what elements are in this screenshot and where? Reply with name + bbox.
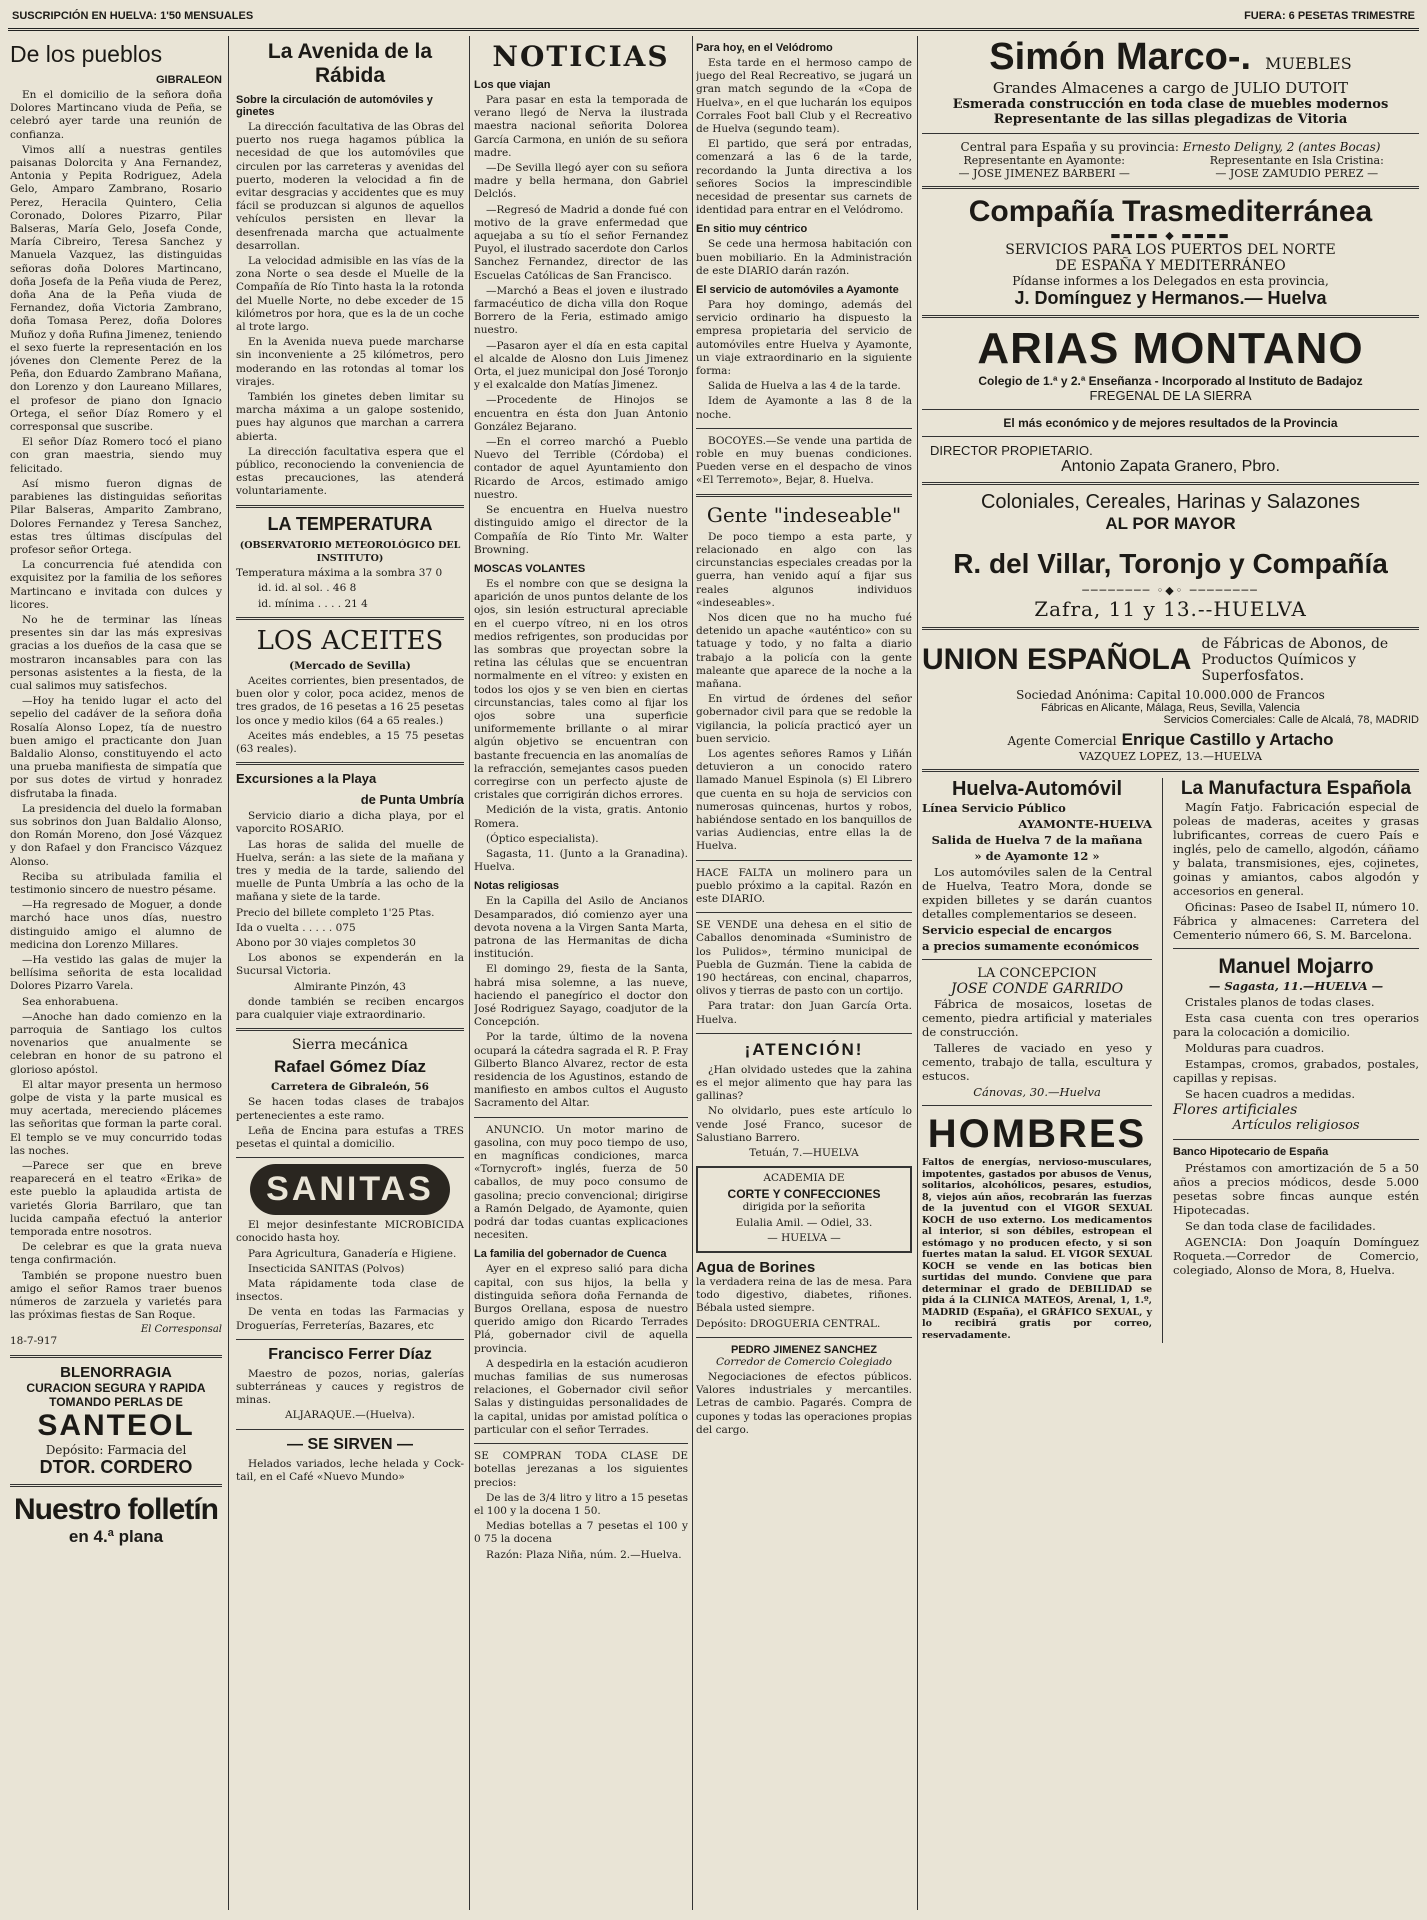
paragraph: El altar mayor presenta un hermoso golpe de vista y la parte musical es muy acertada, mereciendo plácemes las señoritas que forman la parte coral. El templo se ve muy concurrido todas las noches. <box>10 1078 222 1157</box>
ad-line: Depósito: Farmacia del <box>45 1442 187 1457</box>
paragraph: Magín Fatjo. Fabricación especial de poleas de maderas, aceites y grasas lubrificantes, correas de cuero País e inglés, pelo de camello, algodón, cáñamo y balata, transmisiones, ejes, cojinetes, goinas y amiantos, cabos algodón y accesorios en general. <box>1173 800 1419 898</box>
paragraph: —Ha regresado de Moguer, a donde marchó hace unos días, nuestro distinguido amigo el alumno de medicina don Lorenzo Millares. <box>10 899 222 951</box>
ad-line: CORTE Y CONFECCIONES <box>727 1187 881 1202</box>
paragraph: Molduras para cuadros. <box>1185 1041 1325 1055</box>
paragraph: Para pasar en esta la temporada de verano llegó de Nerva la ilustrada maestra nacional señorita Dolorea García Carmona, en unión de su señora madre. <box>474 94 688 159</box>
column-rule <box>469 36 470 1910</box>
sierra-address: Carretera de Gibraleón, 56 <box>271 1081 429 1094</box>
ad-line: — HUELVA — <box>767 1231 841 1244</box>
ad-line: en 4.ª plana <box>68 1526 164 1546</box>
ad-union-espanola <box>922 636 1419 763</box>
subheading: MOSCAS VOLANTES <box>474 562 586 575</box>
paragraph: También los ginetes deben limitar su marcha máxima a un galope sostenido, pues hay algunos que marchan a carrera abierta. <box>236 391 464 443</box>
paragraph: Vimos allí a nuestras gentiles paisanas Dolorcita y Ana Fernandez, Antonia y Pepita Rodriguez, Adela Gelo, Amparo Zambrano, Rosario Perez, Heracila Quintero, Celia Coronado, Dolores Pizarro, Pilar Balseras, María Gelo, Josefa Conde, María Cibreiro, Teresa Sanchez y Manuela Vazquez, las distinguidas señoras doña Dolores Martincano, doña Josefa de la Peña viuda de Perez, doña Ana de la Peña viuda de Fernandez, doña Victoria Zambrano, doña Tomasa Perez, doña Dolores Muñoz y doña Rufina Jimenez, teniendo el sexo fuerte la representación en los jóvenes don Clemente Perez de la Peña, don Eduardo Zambrano Mañana, don Lorenzo y don Laureano Millares, el profesor de piano don Ignacio Ortega, el señor Díaz Romero y el corresponsal que suscribe. <box>10 143 222 434</box>
ad-line: Flores artificiales <box>1173 1102 1298 1118</box>
paragraph: También se propone nuestro buen amigo el señor Ramos traer buenos números de zarzuela y varietés para las próximas fiestas de San Roque. <box>10 1269 222 1322</box>
paragraph: Medición de la vista, gratis. Antonio Romera. <box>474 804 688 830</box>
divider <box>696 912 912 913</box>
paragraph: Los automóviles salen de la Central de Huelva, Teatro Mora, donde se expiden billetes y se darán cuantos detalles complementarios se deseen. <box>922 865 1152 921</box>
paragraph: La dirección facultativa espera que el público, reconociendo la conveniencia de estas precauciones, las atenderá voluntariamente. <box>236 445 464 498</box>
ad-line: Banco Hipotecario de España <box>1173 1146 1329 1158</box>
atencion-title: ¡ATENCIÓN! <box>744 1039 864 1059</box>
temperature-row: id. id. al sol. . 46 8 <box>258 582 357 595</box>
divider <box>922 1105 1152 1106</box>
column-rule <box>1162 778 1163 1343</box>
paragraph: Tetuán, 7.—HUELVA <box>749 1147 859 1160</box>
paragraph: Precio del billete completo 1'25 Ptas. <box>236 906 435 919</box>
ad-santeol <box>10 1364 222 1478</box>
paragraph: Helados variados, leche helada y Cock-tail, en el Café «Nuevo Mundo» <box>236 1457 464 1483</box>
paragraph: Sagasta, 11. (Junto a la Granadina). Huelva. <box>474 847 688 874</box>
paragraph: Aceites más endebles, a 15 75 pesetas (63 reales). <box>236 729 464 755</box>
aceites-sub: (Mercado de Sevilla) <box>289 659 411 672</box>
header-right: FUERA: 6 PESETAS TRIMESTRE <box>1244 10 1415 22</box>
subheading: En sitio muy céntrico <box>696 223 808 236</box>
ad-line: FREGENAL DE LA SIERRA <box>1089 388 1252 403</box>
ornament: ──────── ◦◆◦ ──────── <box>1082 584 1259 597</box>
ad-line: Servicio especial de encargos <box>922 923 1112 937</box>
date: 18-7-917 <box>10 1335 58 1348</box>
paragraph: El señor Díaz Romero tocó el piano con gran maestria, siendo muy felicitado. <box>10 436 222 475</box>
ad-line: ACADEMIA DE <box>763 1172 845 1185</box>
pedro-name: PEDRO JIMENEZ SANCHEZ <box>730 1343 878 1356</box>
ad-trasmediterranea <box>922 195 1419 309</box>
temperature-title: LA TEMPERATURA <box>267 513 433 534</box>
divider <box>10 1355 222 1358</box>
divider <box>922 627 1419 630</box>
ad-folletin <box>10 1493 222 1547</box>
paragraph: SE COMPRAN TODA CLASE DE botellas jerezanas a los siguientes precios: <box>474 1450 688 1489</box>
ad-line: TOMANDO PERLAS DE <box>49 1394 183 1409</box>
paragraph: —De Sevilla llegó ayer con su señora madre y bella hermana, don Gabriel Delclós. <box>474 162 688 201</box>
playa-title: Excursiones a la Playa <box>236 771 377 787</box>
paragraph: Sea enhorabuena. <box>22 995 119 1008</box>
divider <box>10 1484 222 1487</box>
pueblos-body <box>10 89 222 1322</box>
paragraph: Se hacen cuadros a medidas. <box>1185 1087 1355 1101</box>
column-1 <box>10 36 222 1912</box>
ad-line: Ernesto Deligny, 2 (antes Bocas) <box>1182 140 1381 154</box>
paragraph: BOCOYES.—Se vende una partida de roble en muy buenas condiciones. Pueden verse en el despacho de vinos «El Terremoto», Bejar, 8. Huelva. <box>696 434 912 487</box>
paragraph: Insecticida SANITAS (Polvos) <box>248 1262 405 1275</box>
ad-line: AL POR MAYOR <box>1105 514 1236 533</box>
ad-line: » de Ayamonte 12 » <box>974 849 1100 863</box>
divider <box>696 1033 912 1034</box>
paragraph: Servicio diario a dicha playa, por el vaporcito ROSARIO. <box>236 810 464 836</box>
divider <box>696 860 912 861</box>
divider <box>696 1337 912 1338</box>
column-3 <box>474 36 688 1912</box>
temperature-sub: (OBSERVATORIO METEOROLÓGICO DEL INSTITUTO) <box>239 539 461 564</box>
subheading: Los que viajan <box>474 79 551 91</box>
ad-line: LA CONCEPCION <box>977 966 1097 981</box>
divider <box>474 1443 688 1444</box>
paragraph: Para hoy domingo, además del servicio ordinario ha dispuesto la empresa propietaria del servicio de automóviles entre Huelva y Ayamonte, un viaje extraordinario en la siguiente forma: <box>696 299 912 378</box>
ad-line: AYAMONTE-HUELVA <box>1018 817 1152 831</box>
sierra-title: Sierra mecánica <box>292 1037 408 1054</box>
divider <box>236 1028 464 1031</box>
paragraph: ¿Han olvidado ustedes que la zahina es el mejor alimento que hay para las gallinas? <box>696 1063 912 1103</box>
paragraph: Para tratar: don Juan García Orta. Huelva. <box>696 1000 912 1026</box>
ad-line: Antonio Zapata Granero, Pbro. <box>1061 458 1280 475</box>
paragraph: La concurrencia fué atendida con exquisitez por la familia de los señores Martincano e invitada con dulces y licores. <box>10 559 222 611</box>
paragraph: Ayer en el expreso salió para dicha capital, con sus hijos, la bella y distinguida señora doña Fernanda de Burgos Orellana, esposa de nuestro querido amigo don Ricardo Terrades Plá, gobernador civil de aquella provincia. <box>474 1263 688 1355</box>
paragraph: Por la tarde, último de la novena ocupará la cátedra sagrada el R. P. Fray Gilberto Blanco Alvarez, rector de esta residencia de los Agustinos, estando de manifiesto en ambos cultos el Augusto Sacramento del Altar. <box>474 1031 688 1110</box>
paragraph: —Hoy ha tenido lugar el acto del sepelio del cadáver de la señora doña Rosalía Alonso Lopez, tía de nuestro buen amigo el practicante don Juan Baldalio Alonso, constituyendo el acto una prueba manifiesta de simpatía que por sus dotes de virtud y honradez disfrutaba la finada. <box>10 695 222 800</box>
column-5-ads <box>922 36 1419 1912</box>
ad-line: Servicios Comerciales: Calle de Alcalá, 78, MADRID <box>1163 714 1419 726</box>
ad-brand: HOMBRES <box>927 1112 1147 1156</box>
paragraph: SE VENDE una dehesa en el sitio de Caballos denominada «Suministro de los Pulidos», término municipal de Puebla de Guzmán. Tiene la cabida de 190 hectáreas, con encinal, chaparros, olivos y tierras de pasto con un cortijo. <box>696 919 912 998</box>
ad-line: DIRECTOR PROPIETARIO. <box>930 443 1093 458</box>
section-title-pueblos: De los pueblos <box>10 41 163 67</box>
ad-line: Sociedad Anónima: Capital 10.000.000 de Francos <box>1016 688 1325 702</box>
ad-line: DE ESPAÑA Y MEDITERRÁNEO <box>1055 258 1286 274</box>
paragraph: ANUNCIO. Un motor marino de gasolina, con muy poco tiempo de uso, en magníficas condiciones, marca «Tornycroft» inglés, fuerza de 50 caballos, de muy poco consumo de gasolina; precio convencional; dirigirse a Ramón Delgado, de Ayamonte, quien podrá dar todas cuantas explicaciones necesiten. <box>474 1123 688 1242</box>
ad-brand: Manuel Mojarro <box>1218 955 1374 978</box>
divider <box>474 1117 688 1118</box>
paragraph: Así mismo fueron dignas de parabienes las distinguidas señoritas Pilar Balseras, Amparito Zambrano, Dolores Fernandez y Teresa Sanchez, estas tres últimas discípulas del profesor señor Ortega. <box>10 477 222 556</box>
paragraph: —Regresó de Madrid a donde fué con motivo de la grave enfermedad que aquejaba a su tío el señor Fernandez Puyol, el ilustrado sacerdote don Carlos Sanchez Fernandez, director de las Escuelas Católicas de San Francisco. <box>474 203 688 282</box>
paragraph: Talleres de vaciado en yeso y cemento, trabajo de talla, escultura y estucos. <box>922 1041 1152 1083</box>
divider <box>922 959 1152 960</box>
ad-line: MUEBLES <box>1265 54 1352 73</box>
ad-line: SERVICIOS PARA LOS PUERTOS DEL NORTE <box>1005 242 1336 258</box>
aceites-title: LOS ACEITES <box>256 625 444 656</box>
divider <box>236 762 464 765</box>
subheading: El servicio de automóviles a Ayamonte <box>696 284 899 297</box>
divider <box>696 494 912 497</box>
ad-line: Enrique Castillo y Artacho <box>1121 730 1334 749</box>
ad-brand: UNION ESPAÑOLA <box>922 643 1192 676</box>
paragraph: Se hacen todas clases de trabajos pertenecientes a este ramo. <box>236 1096 464 1122</box>
gente-title: Gente "indeseable" <box>706 502 902 527</box>
divider <box>922 482 1419 485</box>
paragraph: No he de terminar las líneas presentes sin dar las más expresivas gracias a los dueños de la casa que se mostraron incansables para con las personas asistentes a la fiesta, de la cual salimos muy satisfechos. <box>10 613 222 692</box>
paragraph: Los agentes señores Ramos y Liñán detuvieron a un conocido ratero llamado Manuel Espinola (s) El Librero que cuenta en su hoja de servicios con numerosas quincenas, hurtos y robos, habiéndose sentado en los banquillos de varias Audiencias, entre ellas la de Huelva. <box>696 747 912 853</box>
ad-brand: Simón Marco-. <box>989 36 1252 78</box>
ad-line: Artículos religiosos <box>1232 1118 1360 1133</box>
ad-brand: SANTEOL <box>37 1408 195 1442</box>
ad-arias-montano <box>922 324 1419 476</box>
divider <box>1173 1139 1419 1140</box>
ad-line: de Fábricas de Abonos, de Productos Químicos y Superfosfatos. <box>1201 636 1389 684</box>
ad-line: Eulalia Amil. — Odiel, 33. <box>735 1216 873 1229</box>
borines-title: Agua de Borines <box>696 1259 816 1277</box>
ad-line: Representante en Ayamonte: <box>963 154 1125 167</box>
subheading: Notas religiosas <box>474 880 559 893</box>
pedro-sub: Corredor de Comercio Colegiado <box>715 1355 893 1368</box>
signature: El Corresponsal <box>140 1324 222 1336</box>
ad-line: Coloniales, Cereales, Harinas y Salazones <box>980 491 1361 513</box>
ad-line: Línea Servicio Público <box>922 801 1066 815</box>
section-title-rabida: La Avenida de la Rábida <box>267 40 433 87</box>
divider <box>922 186 1419 189</box>
paragraph: La velocidad admisible en las vías de la zona Norte o sea desde el Muelle de la Compañía de Río Tinto hasta la la rotonda del Muelle Norte, no debe exceder de 15 kilómetros por hora, que es la de un coche al trote largo. <box>236 255 464 334</box>
paragraph: El domingo 29, fiesta de la Santa, habrá misa solemne, a las nueve, haciendo el panegírico el doctor don José Rodriguez Sayago, coadjutor de la Concepción. <box>474 963 688 1029</box>
paragraph: Idem de Ayamonte a las 8 de la noche. <box>696 395 912 421</box>
paragraph: Abono por 30 viajes completos 30 <box>236 936 416 949</box>
paragraph: Depósito: DROGUERIA CENTRAL. <box>696 1317 881 1330</box>
paragraph: El partido, que será por entradas, comenzará a las 6 de la tarde, recordando la Junta directiva a los señores Socios la imprescindible necesidad de presentar sus carnets de identidad para entrar en el Velódromo. <box>696 138 912 217</box>
ad-col-left <box>922 778 1152 1343</box>
paragraph: La dirección facultativa de las Obras del puerto nos ruega hagamos pública la necesidad de que los automóviles que circulen por las carreteras y avenidas del puerto, moderen la velocidad a fin de evitar desgracias y accidentes que es muy fácil se produzcan si algunos de aquellos vehículos persisten en llevar la desenfrenada marcha que actualmente desarrollan. <box>236 121 464 252</box>
ad-line: JOSE CONDE GARRIDO <box>950 981 1124 997</box>
column-2 <box>236 36 464 1912</box>
ad-line: Representante en Isla Cristina: <box>1209 154 1384 167</box>
subtitle: Sobre la circulación de automóviles y ginetes <box>236 94 433 118</box>
sierra-name: Rafael Gómez Díaz <box>273 1057 427 1077</box>
paragraph: No olvidarlo, pues este artículo lo vende José Franco, sucesor de Salustiano Barrero. <box>696 1105 912 1144</box>
ad-line: Grandes Almacenes a cargo de JULIO DUTOIT <box>992 79 1349 97</box>
ad-line: CURACION SEGURA Y RAPIDA <box>26 1380 206 1395</box>
section-title-noticias: NOTICIAS <box>492 40 670 73</box>
paragraph: —Marchó a Beas el joven e ilustrado farmacéutico de dicha villa don Roque Borrero de la Feria, estimado amigo nuestro. <box>474 284 688 337</box>
ad-line: Cánovas, 30.—Huelva <box>973 1085 1101 1099</box>
ad-line: El más económico y de mejores resultados de la Provincia <box>1003 416 1338 430</box>
ad-line: Zafra, 11 y 13.--HUELVA <box>1034 597 1307 621</box>
divider <box>1173 948 1419 949</box>
paragraph: Maestro de pozos, norias, galerías subterráneas y cauces y registros de minas. <box>236 1367 464 1407</box>
column-4 <box>696 36 912 1912</box>
subheading: Para hoy, en el Velódromo <box>696 42 833 54</box>
subheading: La familia del gobernador de Cuenca <box>474 1248 667 1261</box>
column-rule <box>692 36 693 1910</box>
header-left: SUSCRIPCIÓN EN HUELVA: 1'50 MENSUALES <box>12 10 254 22</box>
ad-brand: La Manufactura Española <box>1180 778 1412 799</box>
paragraph: Faltos de energías, nervioso-musculares, impotentes, gastados por abusos de Venus, solitarios, alcohólicos, pesares, estudios, 8, viejos aún años, recobrarán las fuerzas de la juventud con el VIGOR SEXUAL KOCH de uso externo. Los medicamentos al interior, si son débiles, estropean el estómago y no producen efecto, y si son fuertes matan la salud. EL VIGOR SEXUAL KOCH se vende en las boticas bien surtidas del mundo. Conviene que para determinar el grado de DEBILIDAD se pida á la CLINICA MATEOS, Arenal, 1, 1.º, MADRID (España), el GRÁFICO SEXUAL, y lo recibirá gratis por correo, reservadamente. <box>922 1157 1152 1341</box>
divider <box>236 617 464 620</box>
divider <box>236 1429 464 1430</box>
divider <box>236 1157 464 1158</box>
paragraph: Fábrica de mosaicos, losetas de cemento, piedra artificial y materiales de construcción. <box>922 997 1152 1039</box>
ad-line: J. Domínguez y Hermanos.— Huelva <box>1014 288 1327 308</box>
ad-line: — JOSE JIMENEZ BARBERI — <box>958 167 1130 180</box>
ferrer-name: Francisco Ferrer Díaz <box>268 1345 432 1363</box>
paragraph: Ida o vuelta . . . . . 075 <box>236 921 356 934</box>
paragraph: En la Capilla del Asilo de Ancianos Desamparados, dió comienzo ayer una devota novena a la Virgen Santa Marta, patrona de las Hermanitas de dicha institución. <box>474 895 688 961</box>
divider <box>922 133 1419 134</box>
paragraph: Estampas, cromos, grabados, postales, capillas y repisas. <box>1173 1057 1419 1085</box>
paragraph: la verdadera reina de las de mesa. Para todo digestivo, diabetes, riñones. Bébala usted siempre. <box>696 1276 912 1315</box>
ad-line: Salida de Huelva 7 de la mañana <box>931 833 1143 847</box>
ad-grid-bottom <box>922 778 1419 1343</box>
ad-col-right <box>1173 778 1419 1343</box>
paragraph: Se encuentra en Huelva nuestro distinguido amigo el director de la Compañía de Río Tinto Mr. Walter Browning. <box>474 504 688 556</box>
paragraph: Se dan toda clase de facilidades. <box>1185 1219 1376 1233</box>
ornament: ▬▬▬▬ ◆ ▬▬▬▬ <box>1110 229 1231 242</box>
paragraph: Es el nombre con que se designa la aparición de unos puntos delante de los ojos, sin lesión estructural apreciable en el cuerpo vítreo, ni en los otros medios refrigentes, son producidas por las sombras que proyectan sobre la retina las células que se encuentran normalmente en el vítreo: y existen en todos los ojos y se ven bien en ciertas circunstancias, tales como al fijar los ojos sobre una superficie uniformemente brillante o al mirar algún objetivo se encuentran con bastante frecuencia en las anomalías de la refracción, semejantes casos pueden corregirse con un perfecto ajuste de cristales que corrigirán dichos errores. <box>474 577 688 802</box>
paragraph: Préstamos con amortización de 5 a 50 años a precios módicos, desde 5.000 pesetas sobre fincas aunque estén Hipotecadas. <box>1173 1161 1419 1217</box>
paragraph: De venta en todas las Farmacias y Droguerías, Ferreterías, Bazares, etc <box>236 1306 464 1332</box>
divider <box>922 409 1419 410</box>
page-header <box>8 8 1419 31</box>
temperature-row: id. mínima . . . . 21 4 <box>258 597 368 610</box>
divider <box>236 505 464 508</box>
divider <box>922 436 1419 437</box>
ad-line: Nuestro folletín <box>13 1492 218 1526</box>
paragraph: Cristales planos de todas clases. <box>1185 995 1375 1009</box>
paragraph: Oficinas: Paseo de Isabel II, número 10. Fábrica y almacenes: Carretera del Cementerio número 66, S. M. Barcelona. <box>1173 900 1419 942</box>
paragraph: Esta casa cuenta con tres operarios para la colocación a domicilio. <box>1173 1011 1419 1039</box>
paragraph: Nos dicen que no ha mucho fué detenido un apache «auténtico» con su tatuage y todo, y no falta a diario trabajo a la policía con la gente maleante que aparece de la noche a la mañana. <box>696 611 912 690</box>
paragraph: —Anoche han dado comienzo en la parroquia de Santiago los cultos novenarios que anualmente se celebran en honor de su patrono el glorioso apóstol. <box>10 1010 222 1076</box>
paragraph: AGENCIA: Don Joaquín Domínguez Roqueta.—Corredor de Comercio, colegiado, Alonso de Mora, 8, Huelva. <box>1173 1235 1419 1277</box>
paragraph: De las de 3/4 litro y litro a 15 pesetas el 100 y la docena 1 50. <box>474 1491 688 1517</box>
paragraph: En la Avenida nueva puede marcharse sin inconveniente a 25 kilómetros, pero moderando en las rotondas al tomar los virajes. <box>236 336 464 388</box>
ad-line: — JOSE ZAMUDIO PEREZ — <box>1215 167 1379 180</box>
paragraph: De poco tiempo a esta parte, y relacionado en algo con las circunstancias especiales creadas por la guerra, han venido aquí a fijar sus reales algunos individuos «indeseables». <box>696 530 912 609</box>
paragraph: Para Agricultura, Ganadería e Higiene. <box>248 1247 457 1260</box>
ad-line: Fábricas en Alicante, Málaga, Reus, Sevilla, Valencia <box>1040 702 1301 714</box>
paragraph: De celebrar es que la grata nueva tenga confirmación. <box>10 1241 222 1267</box>
paragraph: Mata rápidamente toda clase de insectos. <box>236 1278 464 1304</box>
paragraph: Aceites corrientes, bien presentados, de buen olor y color, poca acidez, menos de tres grados, de 16 pesetas a 16 25 pesetas los once y medio kilos (64 a 65 reales.) <box>236 674 464 727</box>
paragraph: —En el correo marchó a Pueblo Nuevo del Terrible (Córdoba) el contador de aquel Ayuntamiento don Ricardo de Arcos, estimado amigo nuestro. <box>474 436 688 501</box>
paragraph: —Pasaron ayer el día en esta capital el alcalde de Alosno don Luis Jimenez Orta, el juez municipal don José Toronjo y el exalcalde don Matías Jimenez. <box>474 339 688 392</box>
paragraph: Medias botellas a 7 pesetas el 100 y 0 75 la docena <box>474 1520 688 1546</box>
column-rule <box>917 36 918 1910</box>
ad-line: Central para España y su provincia: <box>960 140 1179 154</box>
place-heading: GIBRALEON <box>156 74 222 86</box>
ad-brand: R. del Villar, Toronjo y Compañía <box>953 548 1388 579</box>
ad-line: dirigida por la señorita <box>742 1201 866 1214</box>
ad-line: Agente Comercial <box>1007 734 1117 748</box>
paragraph: —Ha vestido las galas de mujer la bellísima señorita de esta localidad Dolores Pizarro Varela. <box>10 954 222 993</box>
paragraph: Razón: Plaza Niña, núm. 2.—Huelva. <box>486 1548 682 1561</box>
paragraph: Esta tarde en el hermoso campo de juego del Real Recreativo, se jugará un gran match segundo de la «Copa de Huelva», en el que lucharán los equipos Corrales Foot ball Club y el Recreativo de Huelva (segundo team). <box>696 57 912 136</box>
paragraph: A despedirla en la estación acudieron muchas familias de sus numerosas relaciones, el Gobernador civil señor Salas y distinguidas personalidades de la capital, unidas por amistad política o particular con el señor Terrades. <box>474 1357 688 1436</box>
ad-line: VAZQUEZ LOPEZ, 13.—HUELVA <box>1079 750 1262 763</box>
ad-line: BLENORRAGIA <box>60 1363 172 1381</box>
ad-line: Esmerada construcción en toda clase de muebles modernos <box>952 97 1389 112</box>
paragraph: Leña de Encina para estufas a TRES pesetas el quintal a domicilio. <box>236 1124 464 1150</box>
paragraph: Las horas de salida del muelle de Huelva, serán: a las siete de la mañana y tres y media de la tarde, saliendo del muelle de Punta Umbría a las ocho de la mañana y siete de la tarde. <box>236 838 464 904</box>
paragraph: donde también se reciben encargos para cualquier viaje extraordinario. <box>236 995 464 1021</box>
ad-line: Colegio de 1.ª y 2.ª Enseñanza - Incorporado al Instituto de Badajoz <box>978 374 1363 388</box>
paragraph: ALJARAQUE.—(Huelva). <box>284 1409 415 1422</box>
paragraph: —Procedente de Hinojos se encuentra en ésta don Juan Antonio González Bejarano. <box>474 394 688 433</box>
paragraph: Se cede una hermosa habitación con buen mobiliario. En la Administración de este DIARIO darán razón. <box>696 238 912 277</box>
ad-line: DTOR. CORDERO <box>39 1456 193 1477</box>
ad-brand: ARIAS MONTANO <box>977 324 1364 373</box>
divider <box>922 315 1419 318</box>
divider <box>922 769 1419 772</box>
ad-line: Pídanse informes a los Delegados en esta provincia, <box>1012 274 1329 288</box>
divider <box>236 1339 464 1340</box>
ad-brand: Huelva-Automóvil <box>951 778 1123 800</box>
temperature-row: Temperatura máxima a la sombra 37 0 <box>236 567 443 580</box>
paragraph: Reciba su atribulada familia el testimonio sincero de nuestro pésame. <box>10 870 222 896</box>
paragraph: HACE FALTA un molinero para un pueblo próximo a la capital. Razón en este DIARIO. <box>696 866 912 905</box>
paragraph: (Óptico especialista). <box>486 832 599 845</box>
ad-line: a precios sumamente económicos <box>922 939 1140 953</box>
paragraph: El mejor desinfestante MICROBICIDA conocido hasta hoy. <box>236 1219 464 1245</box>
paragraph: En el domicilio de la señora doña Dolores Martincano viuda de Peña, se celebró ayer tarde una reunión de confianza. <box>10 89 222 141</box>
playa-title-2: de Punta Umbría <box>360 792 464 808</box>
ad-academia <box>696 1166 912 1253</box>
sanitas-logo: SANITAS <box>250 1164 450 1215</box>
ad-villar <box>922 491 1419 621</box>
divider <box>696 428 912 429</box>
paragraph: Negociaciones de efectos públicos. Valores industriales y mercantiles. Letras de cambio. Pagarés. Compra de cupones y todas las operaciones propias del cargo. <box>696 1371 912 1436</box>
paragraph: La presidencia del duelo la formaban sus sobrinos don Juan Baldalio Alonso, don Román Moreno, don José Vázquez y don Rafael y don Francisco Vázquez Alonso. <box>10 802 222 868</box>
paragraph: Salida de Huelva a las 4 de la tarde. <box>708 380 901 393</box>
column-rule <box>228 36 229 1910</box>
paragraph: Los abonos se expenderán en la Sucursal Victoria. <box>236 952 464 978</box>
sirven-title: — SE SIRVEN — <box>287 1435 413 1453</box>
paragraph: —Parece ser que en breve reaparecerá en el teatro «Erika» de este pueblo la aplaudida artista de varietés Gloria Barrilaro, que tan lucida campaña efectuó la anterior temporada entre nosotros. <box>10 1160 222 1239</box>
ad-line: Representante de las sillas plegadizas de Vitoria <box>993 112 1348 127</box>
paragraph: Almirante Pinzón, 43 <box>294 980 406 993</box>
ad-line: — Sagasta, 11.—HUELVA — <box>1208 979 1384 993</box>
ad-brand: Compañía Trasmediterránea <box>968 195 1373 228</box>
paragraph: En virtud de órdenes del señor gobernador civil para que se redoble la vigilancia, la policía practicó ayer un buen servicio. <box>696 693 912 745</box>
ad-simon-marco <box>922 36 1419 180</box>
